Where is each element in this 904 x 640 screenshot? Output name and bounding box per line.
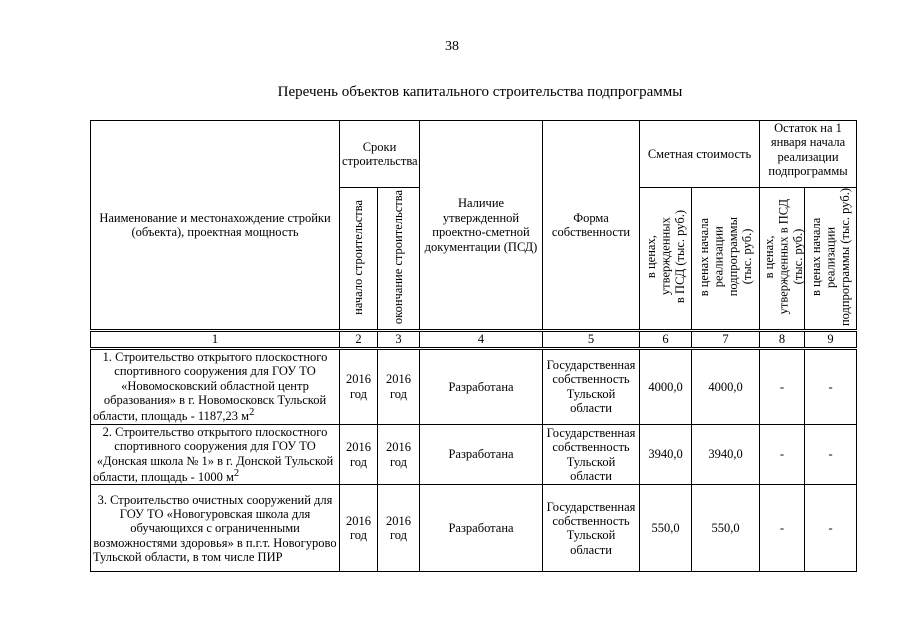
header-start bbox=[340, 188, 378, 331]
header-sroki: Сроки строительства bbox=[340, 121, 420, 188]
header-ostatok: Остаток на 1 января начала реализации подпрограммы bbox=[760, 121, 857, 188]
header-name: Наименование и местонахождение стройки (объекта), проектная мощность bbox=[91, 121, 340, 331]
ownership-form: Государственная собственность Тульской области bbox=[543, 348, 640, 424]
psd-status: Разработана bbox=[420, 348, 543, 424]
header-forma: Форма собственности bbox=[543, 121, 640, 331]
column-number: 9 bbox=[805, 331, 857, 348]
column-number: 3 bbox=[378, 331, 420, 348]
header-smeta-start-text: в ценах начала реализации подпрограммы (тыс. руб.) bbox=[696, 217, 754, 297]
header-smeta-psd-text: в ценах, утвержденных в ПСД (тыс. руб.) bbox=[643, 210, 687, 304]
header-smeta-start bbox=[692, 188, 760, 331]
header-ost-start bbox=[805, 188, 857, 331]
header-ost-start-text: в ценах начала реализации подпрограммы (тыс. руб.) bbox=[808, 188, 852, 327]
psd-status: Разработана bbox=[420, 424, 543, 485]
page-number: 38 bbox=[445, 39, 459, 54]
start-year: 2016 год bbox=[340, 485, 378, 572]
smeta-psd-value: 550,0 bbox=[640, 485, 692, 572]
psd-status: Разработана bbox=[420, 485, 543, 572]
smeta-start-value: 4000,0 bbox=[692, 348, 760, 424]
smeta-psd-value: 4000,0 bbox=[640, 348, 692, 424]
column-number: 6 bbox=[640, 331, 692, 348]
ost-start-value: - bbox=[805, 348, 857, 424]
end-year: 2016 год bbox=[378, 485, 420, 572]
header-smeta: Сметная стоимость bbox=[640, 121, 760, 188]
header-ost-psd-text: в ценах, утвержденных в ПСД (тыс. руб.) bbox=[762, 199, 805, 315]
ost-start-value: - bbox=[805, 424, 857, 485]
smeta-start-value: 550,0 bbox=[692, 485, 760, 572]
column-number: 7 bbox=[692, 331, 760, 348]
start-year: 2016 год bbox=[340, 424, 378, 485]
ost-psd-value: - bbox=[760, 348, 805, 424]
column-number: 2 bbox=[340, 331, 378, 348]
object-name: 2. Строительство открытого плоскостного спортивного сооружения для ГОУ ТО «Донская школа № 1» в г. Донской Тульской области, площадь - 1000 $м^2$ bbox=[91, 424, 340, 485]
column-number: 4 bbox=[420, 331, 543, 348]
header-ost-psd bbox=[760, 188, 805, 331]
table-row bbox=[91, 424, 857, 485]
objects-table bbox=[90, 120, 857, 572]
column-number: 5 bbox=[543, 331, 640, 348]
object-name: 3. Строительство очистных сооружений для ГОУ ТО «Новогуровская школа для обучающихся с ограниченными возможностями здоровья» в п.г.т. Новогурово Тульской области, в том числе ПИР bbox=[91, 485, 340, 572]
end-year: 2016 год bbox=[378, 424, 420, 485]
ownership-form: Государственная собственность Тульской области bbox=[543, 485, 640, 572]
smeta-psd-value: 3940,0 bbox=[640, 424, 692, 485]
ownership-form: Государственная собственность Тульской области bbox=[543, 424, 640, 485]
end-year: 2016 год bbox=[378, 348, 420, 424]
object-name: 1. Строительство открытого плоскостного спортивного сооружения для ГОУ ТО «Новомосковский областной центр образования» в г. Новомосковск Тульской области, площадь - 1187,23 $м^2$ bbox=[91, 348, 340, 424]
header-smeta-psd bbox=[640, 188, 692, 331]
header-psd: Наличие утвержденной проектно-сметной документации (ПСД) bbox=[420, 121, 543, 331]
table-row bbox=[91, 348, 857, 424]
header-end bbox=[378, 188, 420, 331]
ost-psd-value: - bbox=[760, 424, 805, 485]
ost-psd-value: - bbox=[760, 485, 805, 572]
column-number: 1 bbox=[91, 331, 340, 348]
header-start-text: начало строительства bbox=[351, 199, 366, 315]
document-title: Перечень объектов капитального строительства подпрограммы bbox=[277, 84, 683, 100]
header-end-text: окончание строительства bbox=[391, 189, 406, 325]
table-row bbox=[91, 485, 857, 572]
start-year: 2016 год bbox=[340, 348, 378, 424]
column-number: 8 bbox=[760, 331, 805, 348]
smeta-start-value: 3940,0 bbox=[692, 424, 760, 485]
ost-start-value: - bbox=[805, 485, 857, 572]
